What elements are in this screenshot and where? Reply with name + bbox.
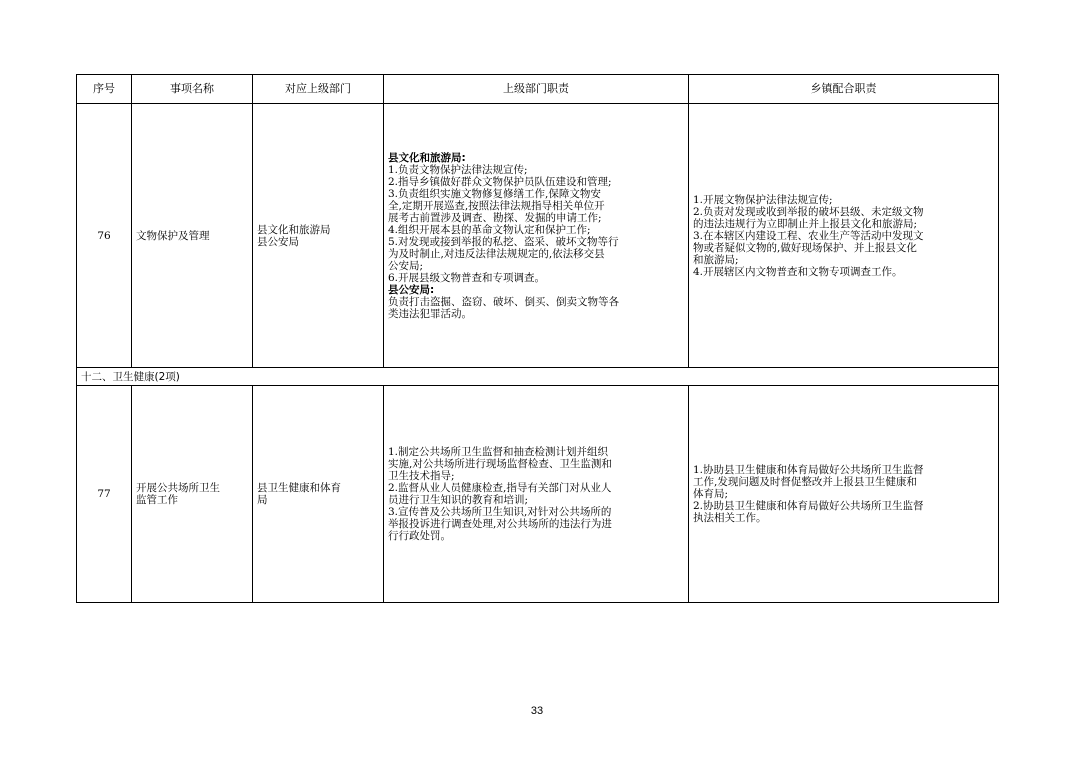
row-77-duty-line: 2.监督从业人员健康检查,指导有关部门对从业人 (388, 482, 612, 494)
row-77-no: 77 (77, 386, 132, 603)
row-76-duty-line: 负责打击盗掘、盗窃、破坏、倒买、倒卖文物等各 (388, 295, 619, 308)
row-76-no: 76 (77, 104, 132, 368)
row-76-town (689, 104, 999, 368)
header-no: 序号 (77, 75, 132, 104)
row-76-duty-org: 县公安局: (388, 283, 435, 296)
row-76-duty-line: 2.指导乡镇做好群众文物保护员队伍建设和管理; (388, 175, 612, 188)
row-77-town-line: 执法相关工作。 (693, 512, 767, 524)
row-76-duty-line: 4.组织开展本县的革命文物认定和保护工作; (388, 223, 591, 236)
row-76-town-line: 4.开展辖区内文物普查和文物专项调查工作。 (693, 265, 903, 278)
row-76-duty-org: 县文化和旅游局: (388, 151, 466, 164)
row-76-duty-line: 3.负责组织实施文物修复修缮工作,保障文物安 (388, 187, 601, 200)
row-76-name: 文物保护及管理 (132, 104, 253, 368)
row-77-duty-line: 员进行卫生知识的教育和培训; (388, 494, 529, 506)
row-77-name-line: 监管工作 (136, 494, 178, 506)
section-title: 十二、卫生健康(2项) (77, 368, 999, 386)
row-76-duty-line: 6.开展县级文物普查和专项调查。 (388, 271, 546, 284)
responsibility-table (76, 74, 999, 603)
row-77-duty-line: 卫生技术指导; (388, 470, 455, 482)
row-77-duty-line: 3.宣传普及公共场所卫生知识,对针对公共场所的 (388, 506, 612, 518)
row-76-duty-line: 类违法犯罪活动。 (388, 307, 472, 320)
row-76-duty-line: 公安局; (388, 259, 424, 272)
row-77-town-line: 2.协助县卫生健康和体育局做好公共场所卫生监督 (693, 500, 924, 512)
table-header-row (77, 75, 999, 104)
row-76-town-line: 3.在本辖区内建设工程、农业生产等活动中发现文 (693, 229, 924, 242)
row-76-town-line: 1.开展文物保护法律法规宣传; (693, 193, 833, 206)
row-76-town-line: 物或者疑似文物的,做好现场保护、并上报县文化 (693, 241, 917, 254)
header-name: 事项名称 (132, 75, 253, 104)
row-77-duty (384, 386, 689, 603)
row-77-duty-line: 举报投诉进行调查处理,对公共场所的违法行为进 (388, 518, 612, 530)
row-76-duty-line: 1.负责文物保护法律法规宣传; (388, 163, 528, 176)
row-76-town-line: 和旅游局; (693, 253, 739, 266)
row-77-name (132, 386, 253, 603)
row-77-town-line: 体育局; (693, 488, 729, 500)
table-row-76 (77, 104, 999, 368)
row-76-duty-line: 全,定期开展巡查,按照法律法规指导相关单位开 (388, 199, 605, 212)
page-number: 33 (530, 705, 544, 717)
row-77-town-line: 工作,发现问题及时督促整改并上报县卫生健康和 (693, 476, 917, 488)
row-77-dept-line: 局 (257, 494, 268, 506)
row-76-dept-line: 县文化和旅游局 (257, 223, 331, 236)
row-76-dept-line: 县公安局 (257, 235, 299, 248)
row-76-duty (384, 104, 689, 368)
section-row (77, 368, 999, 386)
row-76-duty-line: 为及时制止,对违反法律法规规定的,依法移交县 (388, 247, 605, 260)
row-76-duty-line: 展考古前置涉及调查、勘探、发掘的申请工作; (388, 211, 602, 224)
row-77-duty-line: 1.制定公共场所卫生监督和抽查检测计划并组织 (388, 446, 609, 458)
table-row-77 (77, 386, 999, 603)
row-77-duty-line: 行行政处罚。 (388, 530, 451, 542)
header-duty: 上级部门职责 (384, 75, 689, 104)
header-dept: 对应上级部门 (253, 75, 384, 104)
row-77-dept (253, 386, 384, 603)
row-76-duty-line: 5.对发现或接到举报的私挖、盗采、破坏文物等行 (388, 235, 619, 248)
row-76-town-line: 2.负责对发现或收到举报的破坏县级、未定级文物 (693, 205, 924, 218)
header-town: 乡镇配合职责 (689, 75, 999, 104)
row-77-town (689, 386, 999, 603)
row-76-town-line: 的违法违规行为立即制止并上报县文化和旅游局; (693, 217, 918, 230)
row-77-dept-line: 县卫生健康和体育 (257, 482, 341, 494)
row-77-name-line: 开展公共场所卫生 (136, 482, 220, 494)
row-77-town-line: 1.协助县卫生健康和体育局做好公共场所卫生监督 (693, 464, 924, 476)
row-77-duty-line: 实施,对公共场所进行现场监督检查、卫生监测和 (388, 458, 612, 470)
row-76-dept (253, 104, 384, 368)
